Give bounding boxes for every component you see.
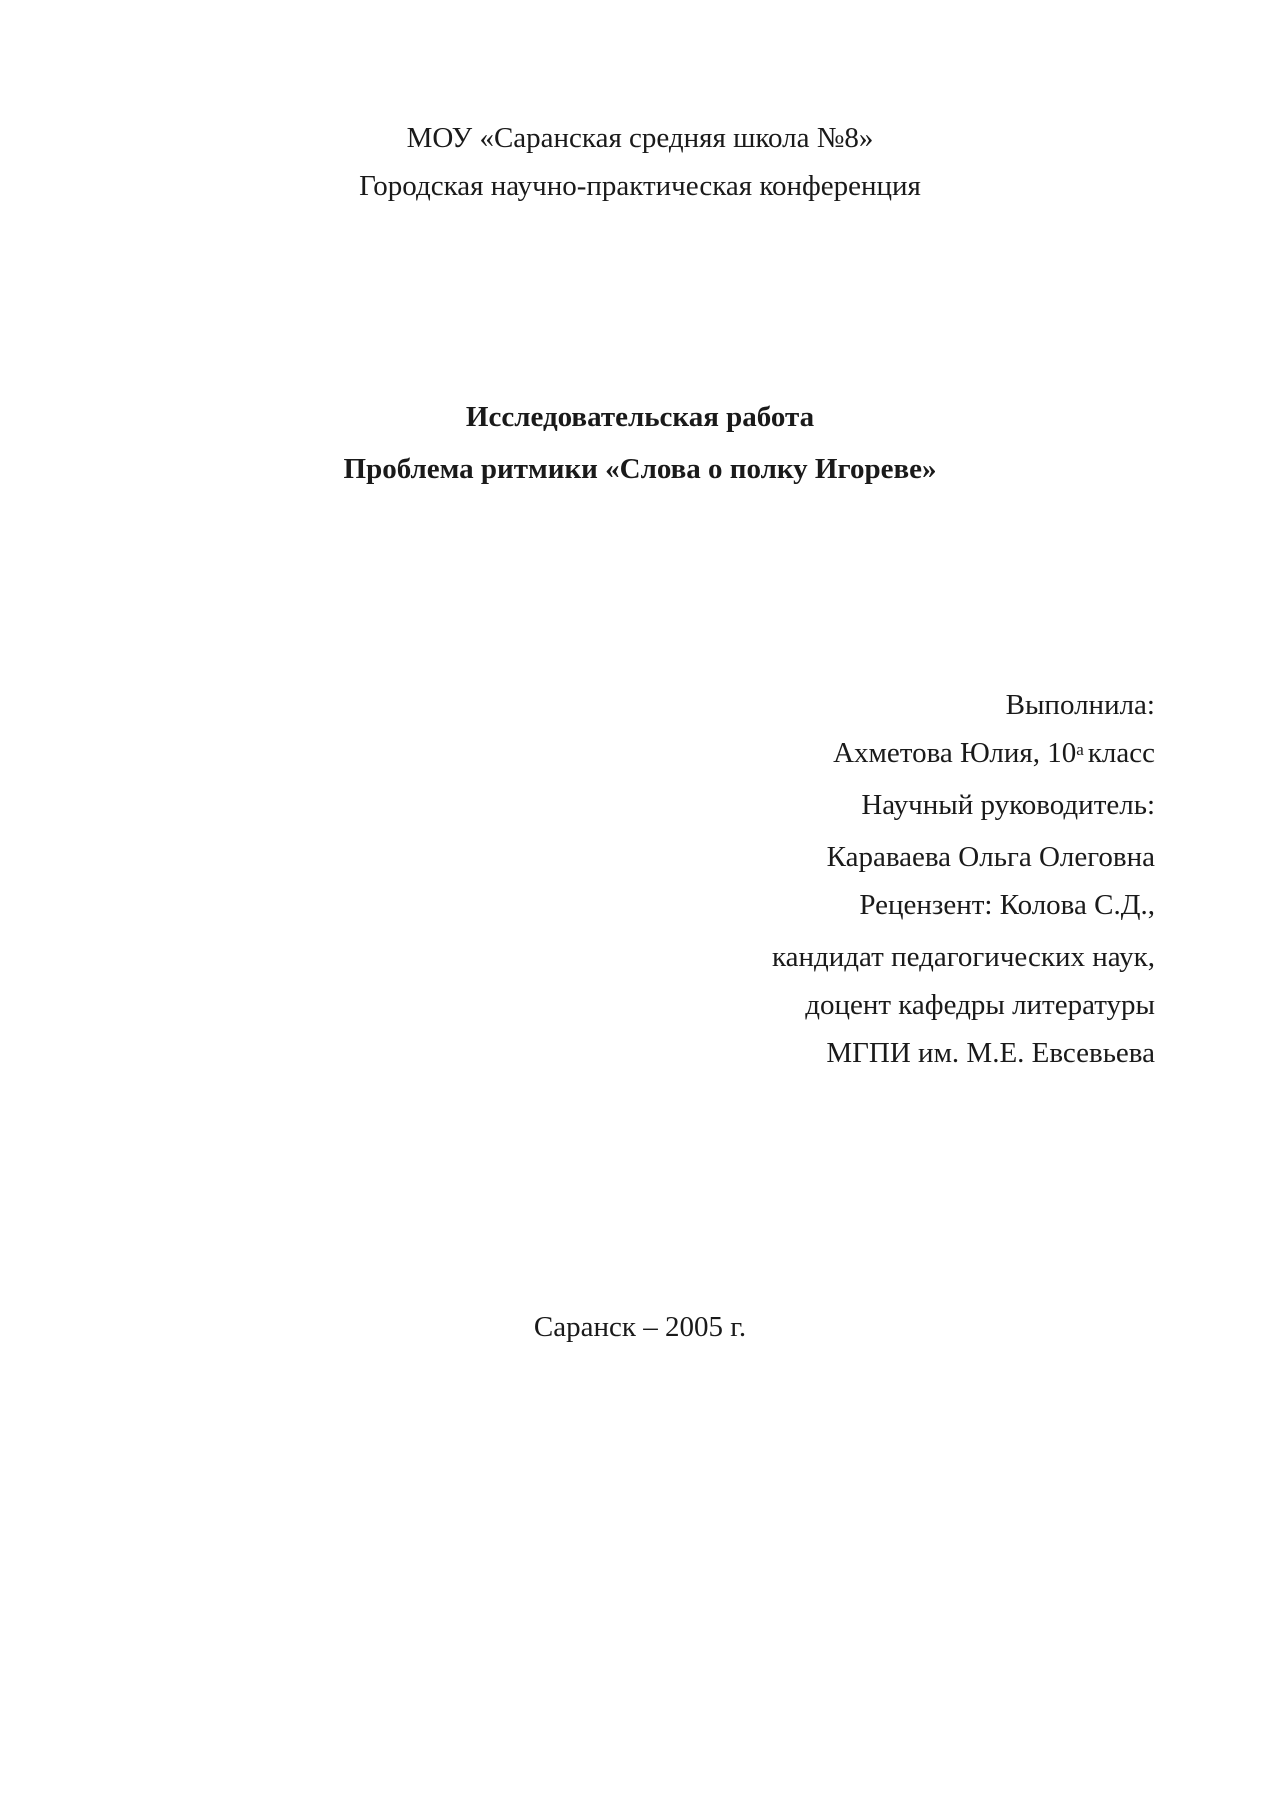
reviewer-degree: кандидат педагогических наук, (771, 941, 1155, 973)
reviewer-institution: МГПИ им. М.Е. Евсевьева (826, 1037, 1155, 1069)
reviewer-line: Рецензент: Колова С.Д., (859, 889, 1155, 921)
city-year: Саранск – 2005 г. (533, 1311, 747, 1343)
student-class: класс (1087, 737, 1155, 769)
student-grade-letter: а (1076, 740, 1084, 759)
school-name: МОУ «Саранская средняя школа №8» (406, 122, 874, 154)
student-name: Ахметова Юлия, 10 (833, 737, 1077, 769)
student-line (833, 736, 1155, 770)
conference-name: Городская научно-практическая конференция (359, 170, 921, 202)
reviewer-position: доцент кафедры литературы (805, 989, 1155, 1021)
work-topic-title: Проблема ритмики «Слова о полку Игореве» (343, 453, 937, 485)
supervisor-label: Научный руководитель: (861, 789, 1155, 821)
work-type-title: Исследовательская работа (465, 401, 815, 433)
supervisor-name: Караваева Ольга Олеговна (826, 841, 1155, 873)
performed-label: Выполнила: (1005, 689, 1155, 721)
